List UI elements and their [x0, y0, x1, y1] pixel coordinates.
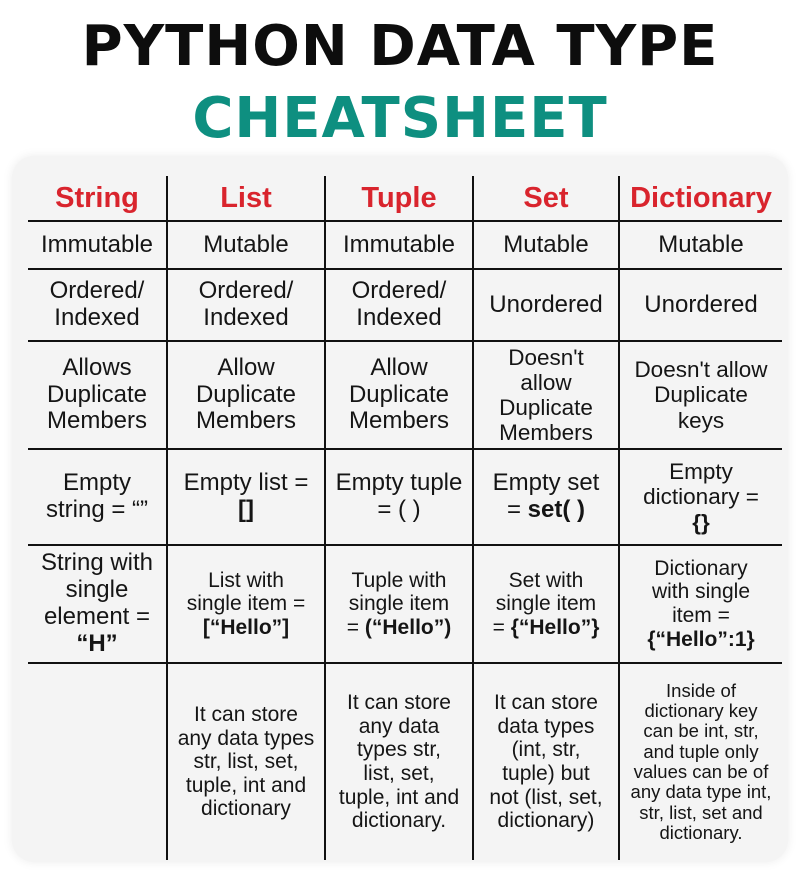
cheatsheet-table — [28, 176, 788, 860]
storage-string — [28, 664, 168, 860]
storage-tuple: It can store any data types str, list, set, tuple, int and dictionary. — [326, 664, 474, 860]
empty-list-value: [] — [238, 496, 254, 523]
single-list — [168, 546, 326, 664]
ordering-string: Ordered/ Indexed — [28, 270, 168, 342]
storage-list: It can store any data types str, list, set, tuple, int and dictionary — [168, 664, 326, 860]
ordering-dictionary: Unordered — [620, 270, 782, 342]
header-tuple: Tuple — [326, 176, 474, 222]
empty-set-label: Empty set = — [492, 469, 600, 523]
storage-dictionary: Inside of dictionary key can be int, str, and tuple only values can be of any data type int, str, list, set and dictionary. — [630, 679, 772, 844]
storage-set: It can store data types (int, str, tuple) but not (list, set, dictionary) — [474, 664, 620, 860]
empty-set — [474, 450, 620, 546]
mutability-tuple: Immutable — [326, 222, 474, 270]
page-subtitle: CHEATSHEET — [192, 86, 608, 151]
single-set-value: {“Hello”} — [510, 615, 600, 639]
ordering-list: Ordered/ Indexed — [168, 270, 326, 342]
ordering-tuple: Ordered/ Indexed — [326, 270, 474, 342]
duplicates-list: Allow Duplicate Members — [168, 342, 326, 450]
single-set — [474, 546, 620, 664]
header-string: String — [28, 176, 168, 222]
single-string — [28, 546, 168, 664]
header — [0, 0, 800, 160]
empty-list-label: Empty list = — [183, 469, 309, 497]
single-list-label: List with single item = — [186, 568, 306, 616]
header-list: List — [168, 176, 326, 222]
mutability-dictionary: Mutable — [620, 222, 782, 270]
single-string-value: “H” — [76, 629, 118, 657]
empty-list — [168, 450, 326, 546]
mutability-list: Mutable — [168, 222, 326, 270]
single-list-value: [“Hello”] — [202, 615, 290, 639]
single-dictionary-label: Dictionary with single item = — [651, 556, 751, 627]
single-dictionary-value: {“Hello”:1} — [647, 627, 755, 651]
empty-dictionary-value: {} — [692, 509, 710, 535]
empty-tuple: Empty tuple = ( ) — [326, 450, 474, 546]
single-dictionary — [620, 546, 782, 664]
single-set-label: Set with single item = — [492, 568, 597, 639]
mutability-string: Immutable — [28, 222, 168, 270]
duplicates-dictionary: Doesn't allow Duplicate keys — [620, 342, 782, 450]
single-string-label: String with single element = — [40, 549, 154, 630]
duplicates-set: Doesn't allow Duplicate Members — [474, 342, 620, 450]
empty-dictionary-label: Empty dictionary = — [643, 459, 759, 510]
single-tuple — [326, 546, 474, 664]
header-dictionary: Dictionary — [620, 176, 782, 222]
empty-set-value: set( ) — [527, 496, 585, 523]
mutability-set: Mutable — [474, 222, 620, 270]
empty-dictionary — [620, 450, 782, 546]
single-tuple-label: Tuple with single item = — [346, 568, 450, 639]
duplicates-tuple: Allow Duplicate Members — [326, 342, 474, 450]
ordering-set: Unordered — [474, 270, 620, 342]
header-set: Set — [474, 176, 620, 222]
single-tuple-value: (“Hello”) — [364, 615, 452, 639]
duplicates-string: Allows Duplicate Members — [28, 342, 168, 450]
empty-string: Empty string = “” — [28, 450, 168, 546]
page-title: PYTHON DATA TYPE — [81, 14, 719, 79]
